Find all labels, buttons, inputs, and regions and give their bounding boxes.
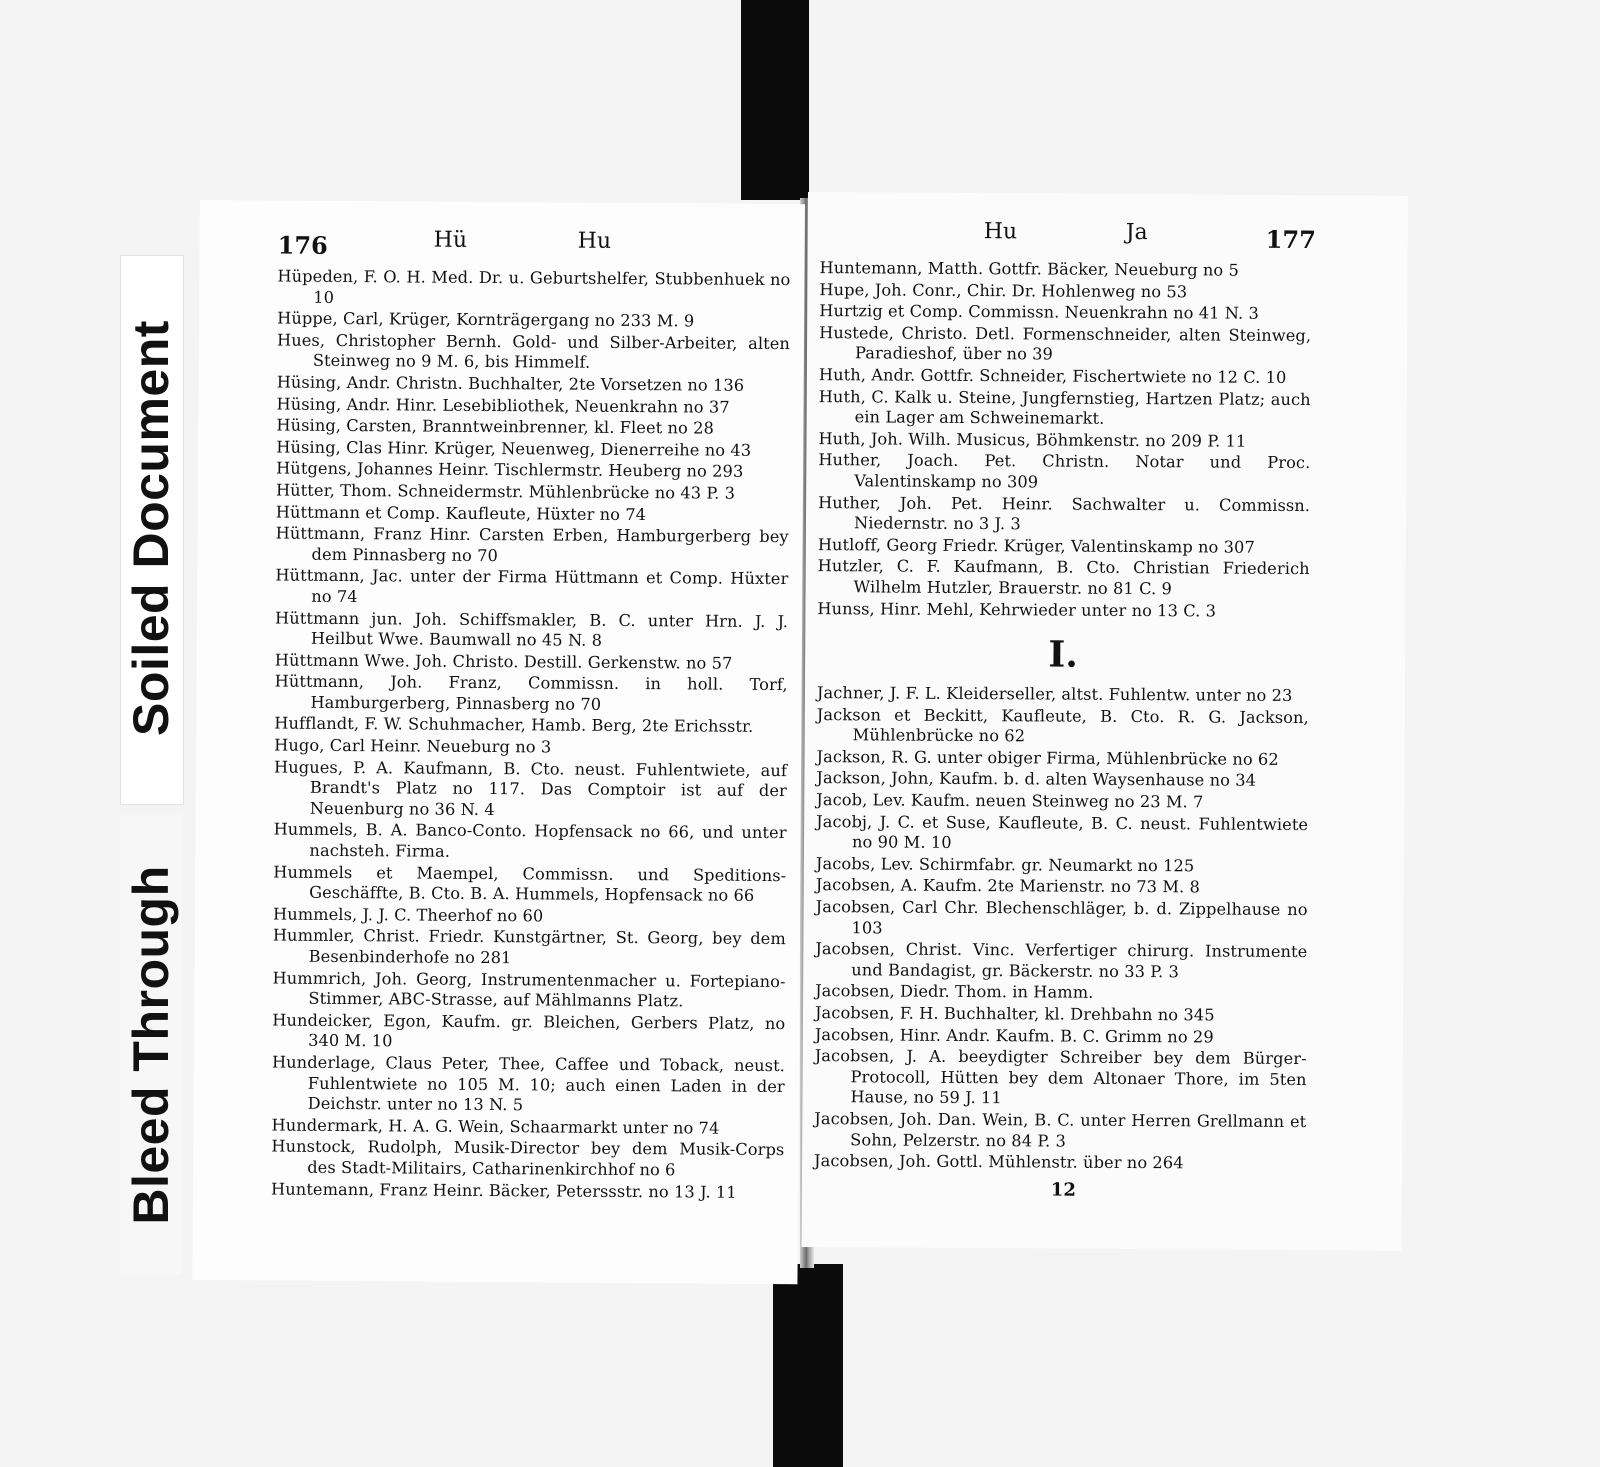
bleed-through-label: Bleed Through xyxy=(123,865,179,1225)
directory-entry: Huth, Andr. Gottfr. Schneider, Fischertwiete no 12 C. 10 xyxy=(818,365,1287,387)
directory-entry: Hugo, Carl Heinr. Neueburg no 3 xyxy=(274,735,552,757)
directory-entry: Jacobsen, Diedr. Thom. in Hamm. xyxy=(815,981,1094,1003)
right-page xyxy=(802,192,1408,1251)
directory-entry: Hüsing, Carsten, Branntweinbrenner, kl. Fleet no 28 xyxy=(276,415,715,438)
directory-entry: Hüsing, Andr. Christn. Buchhalter, 2te Vorsetzen no 136 xyxy=(276,372,745,395)
directory-entry: Jacobsen, Joh. Gottl. Mühlenstr. über no 264 xyxy=(814,1151,1184,1173)
directory-entry: Hues, Christopher Bernh. Gold- und Silber-Arbeiter, alten Steinweg no 9 M. 6, bis Himmelf. xyxy=(276,330,791,373)
directory-entry: Jacobj, J. C. et Suse, Kaufleute, B. C. neust. Fuhlentwiete no 90 M. 10 xyxy=(816,811,1309,853)
directory-entry: Jacobsen, Hinr. Andr. Kaufm. B. C. Grimm no 29 xyxy=(814,1024,1214,1047)
directory-entry: Hunderlage, Claus Peter, Thee, Caffee und Toback, neust. Fuhlentwiete no 105 M. 10; auch einen Laden in der Deichstr. unter no 13 N. 5 xyxy=(271,1052,786,1115)
directory-entry: Huth, C. Kalk u. Steine, Jungfernstieg, Hartzen Platz; auch ein Lager am Schweinemarkt. xyxy=(818,386,1311,428)
directory-entry: Hutloff, Georg Friedr. Krüger, Valentinskamp no 307 xyxy=(817,534,1255,557)
directory-entry: Huth, Joh. Wilh. Musicus, Böhmkenstr. no 209 P. 11 xyxy=(818,428,1247,451)
directory-entry: Hütgens, Johannes Heinr. Tischlermstr. Heuberg no 293 xyxy=(276,458,744,482)
directory-entry: Huther, Joach. Pet. Christn. Notar und Proc. Valentinskamp no 309 xyxy=(818,450,1311,492)
directory-entry: Hüttmann Wwe. Joh. Christo. Destill. Gerkenstw. no 57 xyxy=(274,650,733,673)
directory-entry: Jacobsen, Carl Chr. Blechenschläger, b. d. Zippelhause no 103 xyxy=(815,897,1308,938)
directory-entry: Hummels et Maempel, Commissn. und Speditions-Geschäffte, B. Cto. B. A. Hummels, Hopfensack no 66 xyxy=(273,862,787,906)
directory-entry: Jacobsen, Christ. Vinc. Verfertiger chirurg. Instrumente und Bandagist, gr. Bäckerstr. no 33 P. 3 xyxy=(815,939,1308,982)
right-entries-j xyxy=(814,683,1309,1175)
directory-entry: Hupe, Joh. Conr., Chir. Dr. Hohlenweg no 53 xyxy=(819,279,1188,301)
directory-entry: Huntemann, Matth. Gottfr. Bäcker, Neueburg no 5 xyxy=(819,258,1240,280)
left-header-key-1: Hü xyxy=(433,227,468,253)
left-page-header xyxy=(200,200,805,258)
right-header-key-2: Ja xyxy=(1125,219,1148,246)
directory-entry: Jackson et Beckitt, Kaufleute, B. Cto. R. G. Jackson, Mühlenbrücke no 62 xyxy=(816,704,1309,746)
signature-mark: 12 xyxy=(1050,1179,1076,1201)
directory-entry: Huntemann, Franz Heinr. Bäcker, Peterssstr. no 13 J. 11 xyxy=(271,1179,737,1202)
left-entry-list xyxy=(271,267,791,1205)
directory-entry: Hüttmann et Comp. Kaufleute, Hüxter no 74 xyxy=(275,502,647,524)
directory-entry: Hummrich, Joh. Georg, Instrumentenmacher u. Fortepiano-Stimmer, ABC-Strasse, auf Mählmanns Platz. xyxy=(272,968,786,1011)
directory-entry: Jacobs, Lev. Schirmfabr. gr. Neumarkt no 125 xyxy=(815,853,1195,876)
directory-entry: Jacobsen, A. Kaufm. 2te Marienstr. no 73 M. 8 xyxy=(815,875,1200,897)
directory-entry: Hundermark, H. A. G. Wein, Schaarmarkt unter no 74 xyxy=(271,1115,720,1138)
directory-entry: Jacobsen, J. A. beeydigter Schreiber bey dem Bürger-Protocoll, Hütten bey dem Altonaer Thore, im 5ten Hause, no 59 J. 11 xyxy=(814,1046,1307,1108)
top-black-tab xyxy=(741,0,809,200)
right-entries-h xyxy=(817,258,1311,622)
directory-entry: Hüsing, Andr. Hinr. Lesebibliothek, Neuenkrahn no 37 xyxy=(276,394,730,417)
right-page-number: 177 xyxy=(1265,224,1316,255)
directory-entry: Hugues, P. A. Kaufmann, B. Cto. neust. Fuhlentwiete, auf Brandt's Platz no 117. Das Comptoir ist auf der Neuenburg no 36 N. 4 xyxy=(273,757,788,819)
directory-entry: Hüttmann, Jac. unter der Firma Hüttmann et Comp. Hüxter no 74 xyxy=(275,565,789,607)
directory-entry: Hundeicker, Egon, Kaufm. gr. Bleichen, Gerbers Platz, no 340 M. 10 xyxy=(272,1010,786,1051)
directory-entry: Hurtzig et Comp. Commissn. Neuenkrahn no 41 N. 3 xyxy=(819,301,1259,323)
right-entry-list xyxy=(814,258,1312,1202)
directory-entry: Hüttmann jun. Joh. Schiffsmakler, B. C. unter Hrn. J. J. Heilbut Wwe. Baumwall no 45 N. 8 xyxy=(275,608,789,650)
directory-entry: Hutzler, C. F. Kaufmann, B. Cto. Christian Friederich Wilhelm Hutzler, Brauerstr. no 81 C. 9 xyxy=(817,556,1310,599)
left-header-key-2: Hu xyxy=(577,228,612,254)
directory-entry: Jackson, R. G. unter obiger Firma, Mühlenbrücke no 62 xyxy=(816,746,1279,769)
right-header-key-1: Hu xyxy=(983,219,1018,245)
directory-entry: Hummels, B. A. Banco-Conto. Hopfensack no 66, und unter nachsteh. Firma. xyxy=(273,819,787,861)
directory-entry: Jacob, Lev. Kaufm. neuen Steinweg no 23 M. 7 xyxy=(816,790,1204,812)
directory-entry: Huther, Joh. Pet. Heinr. Sachwalter u. Commissn. Niedernstr. no 3 J. 3 xyxy=(818,492,1311,534)
directory-entry: Hustede, Christo. Detl. Formenschneider, alten Steinweg, Paradieshof, über no 39 xyxy=(819,322,1312,364)
directory-entry: Jackson, John, Kaufm. b. d. alten Waysenhause no 34 xyxy=(816,768,1257,791)
bottom-black-tab xyxy=(773,1264,843,1467)
directory-entry: Hufflandt, F. W. Schuhmacher, Hamb. Berg, 2te Erichsstr. xyxy=(274,714,754,737)
directory-entry: Hummels, J. J. C. Theerhof no 60 xyxy=(272,904,544,926)
section-letter-i: I. xyxy=(1048,633,1078,676)
directory-entry: Jachner, J. F. L. Kleiderseller, altst. Fuhlentw. unter no 23 xyxy=(816,683,1293,706)
directory-entry: Hummler, Christ. Friedr. Kunstgärtner, St. Georg, bey dem Besenbinderhofe no 281 xyxy=(272,925,786,968)
directory-entry: Hunss, Hinr. Mehl, Kehrwieder unter no 13 C. 3 xyxy=(817,598,1217,621)
directory-entry: Hüpeden, F. O. H. Med. Dr. u. Geburtshelfer, Stubbenhuek no 10 xyxy=(277,266,791,307)
directory-entry: Hüppe, Carl, Krüger, Kornträgergang no 233 M. 9 xyxy=(277,308,695,331)
directory-entry: Jacobsen, Joh. Dan. Wein, B. C. unter Herren Grellmann et Sohn, Pelzerstr. no 84 P. 3 xyxy=(814,1109,1307,1151)
right-page-header xyxy=(808,192,1408,255)
directory-entry: Hüttmann, Franz Hinr. Carsten Erben, Hamburgerberg bey dem Pinnasberg no 70 xyxy=(275,523,789,565)
directory-entry: Hütter, Thom. Schneidermstr. Mühlenbrücke no 43 P. 3 xyxy=(275,480,736,503)
directory-entry: Hunstock, Rudolph, Musik-Director bey dem Musik-Corps des Stadt-Militairs, Catharinenkirchhof no 6 xyxy=(271,1136,785,1180)
left-page-number: 176 xyxy=(277,230,328,260)
left-page xyxy=(192,200,805,1284)
directory-entry: Hüsing, Clas Hinr. Krüger, Neuenweg, Dienerreihe no 43 xyxy=(276,437,752,460)
directory-entry: Hüttmann, Joh. Franz, Commissn. in holl. Torf, Hamburgerberg, Pinnasberg no 70 xyxy=(274,671,788,714)
soiled-document-label: Soiled Document xyxy=(123,320,179,736)
directory-entry: Jacobsen, F. H. Buchhalter, kl. Drehbahn no 345 xyxy=(814,1003,1215,1025)
